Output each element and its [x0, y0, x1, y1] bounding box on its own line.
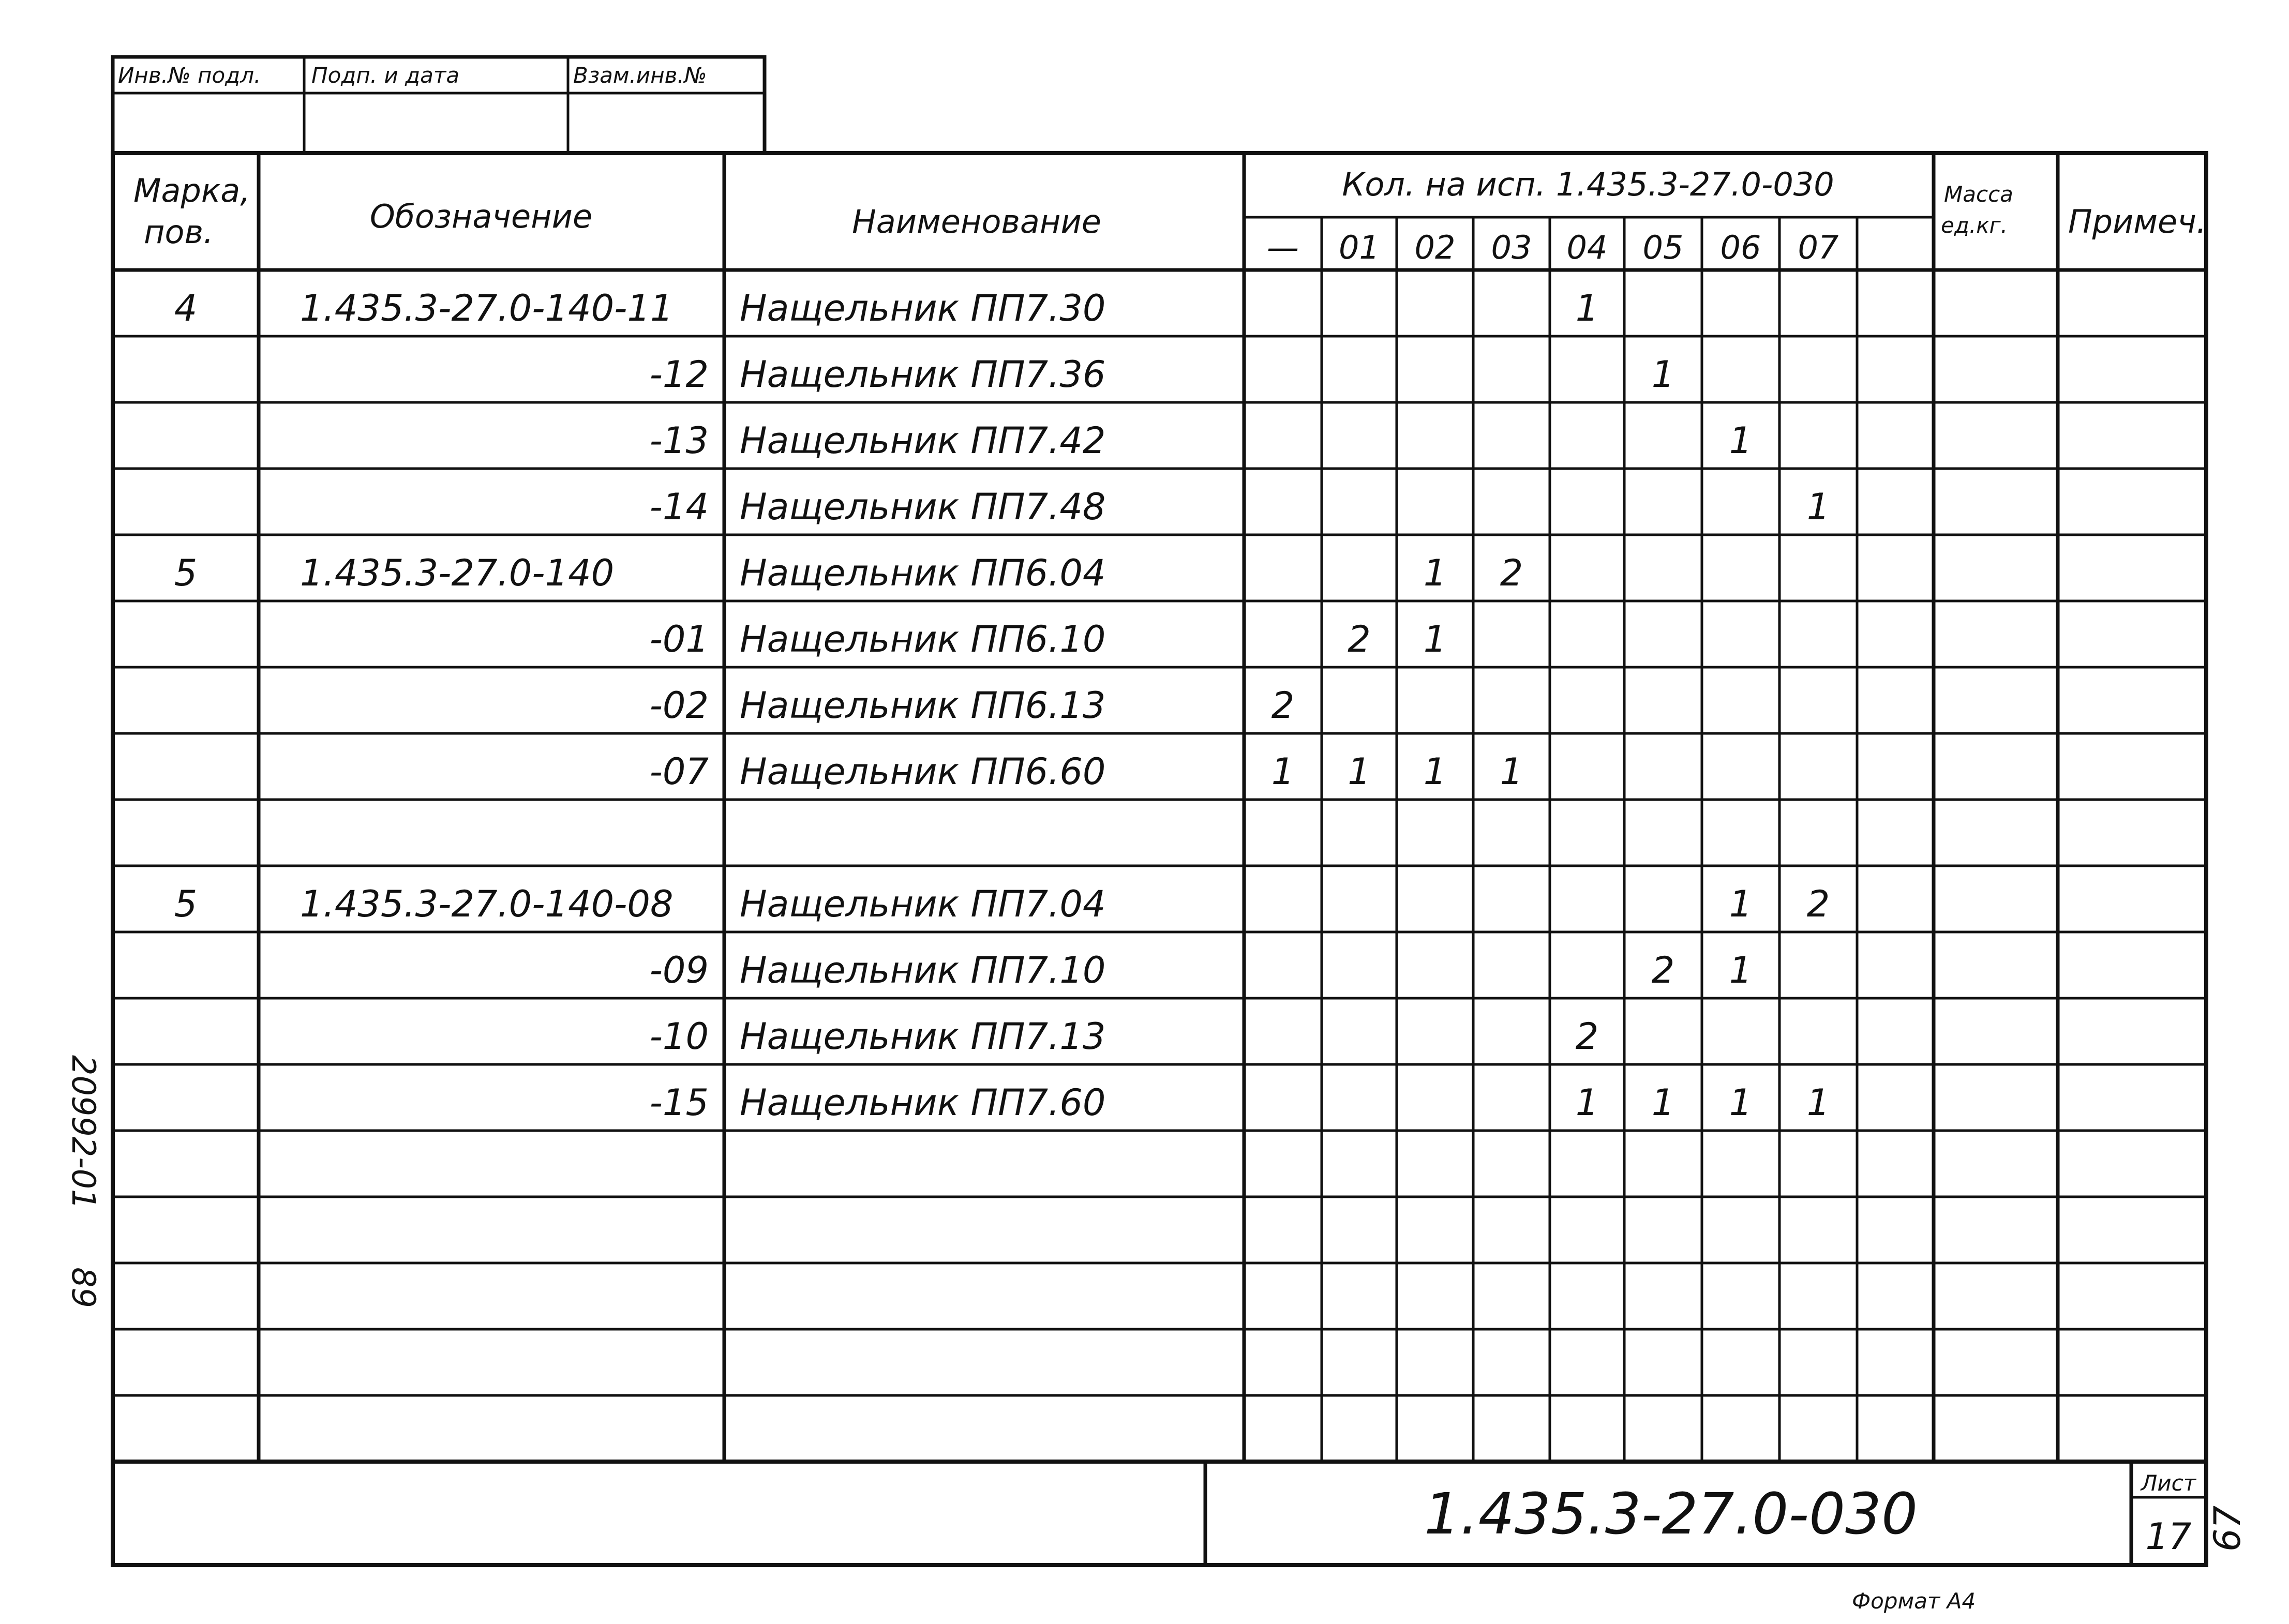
corner-page-number: 67	[2206, 1505, 2249, 1552]
row-name: Нащельник ПП7.36	[740, 353, 1106, 396]
row-quantity: 1	[1423, 618, 1447, 660]
row-quantity: 1	[1806, 1081, 1830, 1124]
row-name: Нащельник ПП7.04	[740, 883, 1106, 925]
variant-label: 02	[1414, 229, 1456, 266]
variant-labels	[1267, 229, 1838, 266]
row-quantity: 1	[1423, 552, 1447, 594]
row-oboznachenie: -13	[649, 419, 709, 462]
variant-label: 06	[1720, 229, 1761, 266]
row-quantity: 2	[1271, 684, 1295, 727]
header-naimenovanie: Наименование	[852, 203, 1101, 240]
row-name: Нащельник ПП6.10	[740, 618, 1106, 660]
stamp-block	[113, 57, 765, 153]
row-oboznachenie: -09	[649, 949, 709, 991]
table-grid	[113, 153, 2206, 1462]
variant-label: —	[1267, 229, 1299, 266]
sheet-number: 17	[2145, 1515, 2192, 1558]
stamp-inv-podl: Инв.№ подл.	[118, 63, 261, 88]
row-quantity: 1	[1423, 750, 1447, 793]
row-quantity: 1	[1651, 353, 1675, 396]
row-quantity: 1	[1500, 750, 1523, 793]
side-page-number: 89	[65, 1267, 102, 1308]
row-quantity: 1	[1348, 750, 1371, 793]
header-marka: Марка,	[133, 172, 250, 209]
stamp-vzam-inv: Взам.инв.№	[573, 63, 707, 88]
row-oboznachenie: 1.435.3-27.0-140-11	[300, 287, 674, 329]
row-quantity: 1	[1271, 750, 1295, 793]
row-quantity: 1	[1806, 486, 1830, 528]
row-oboznachenie: 1.435.3-27.0-140-08	[300, 883, 674, 925]
row-name: Нащельник ПП7.13	[740, 1015, 1106, 1058]
row-oboznachenie: 1.435.3-27.0-140	[300, 552, 615, 594]
main-frame	[113, 153, 2206, 1565]
variant-label: 07	[1798, 229, 1839, 266]
side-archive-number: 20992-01	[65, 1055, 102, 1210]
row-marka: 5	[174, 883, 198, 925]
variant-label: 05	[1642, 229, 1684, 266]
row-quantity: 1	[1575, 1081, 1599, 1124]
row-name: Нащельник ПП6.04	[740, 552, 1106, 594]
row-oboznachenie: -14	[649, 486, 709, 528]
row-quantity: 2	[1348, 618, 1371, 660]
header-kol-na-isp: Кол. на исп. 1.435.3-27.0-030	[1342, 166, 1834, 203]
row-oboznachenie: -02	[649, 684, 709, 727]
variant-label: 01	[1339, 229, 1380, 266]
row-name: Нащельник ПП7.30	[740, 287, 1106, 329]
row-name: Нащельник ПП7.42	[740, 419, 1106, 462]
variant-label: 04	[1566, 229, 1608, 266]
row-name: Нащельник ПП7.48	[740, 486, 1106, 528]
stamp-podp-data: Подп. и дата	[311, 63, 460, 88]
row-marka: 4	[174, 287, 198, 329]
row-oboznachenie: -01	[649, 618, 709, 660]
sheet-label: Лист	[2141, 1470, 2196, 1496]
row-quantity: 1	[1729, 419, 1753, 462]
row-quantity: 2	[1500, 552, 1523, 594]
row-quantity: 1	[1729, 883, 1753, 925]
row-quantity: 2	[1575, 1015, 1599, 1058]
doc-number: 1.435.3-27.0-030	[1424, 1481, 1918, 1547]
row-name: Нащельник ПП6.13	[740, 684, 1106, 727]
row-quantity: 2	[1651, 949, 1675, 991]
header-oboznachenie: Обозначение	[369, 198, 593, 235]
row-quantity: 1	[1729, 949, 1753, 991]
format-label: Формат А4	[1852, 1588, 1976, 1614]
row-quantity: 1	[1651, 1081, 1675, 1124]
title-block	[113, 1462, 2206, 1565]
row-oboznachenie: -12	[649, 353, 709, 396]
row-name: Нащельник ПП6.60	[740, 750, 1106, 793]
row-oboznachenie: -07	[649, 750, 709, 793]
variant-label: 03	[1491, 229, 1532, 266]
header-primech: Примеч.	[2068, 203, 2207, 240]
row-oboznachenie: -15	[649, 1081, 709, 1124]
row-quantity: 1	[1729, 1081, 1753, 1124]
row-quantity: 2	[1806, 883, 1830, 925]
header-massa-2: ед.кг.	[1941, 213, 2008, 238]
row-name: Нащельник ПП7.60	[740, 1081, 1106, 1124]
header-marka-2: пов.	[144, 213, 214, 251]
row-marka: 5	[174, 552, 198, 594]
row-name: Нащельник ПП7.10	[740, 949, 1106, 991]
header-massa: Масса	[1944, 182, 2013, 207]
row-quantity: 1	[1575, 287, 1599, 329]
row-oboznachenie: -10	[649, 1015, 709, 1058]
